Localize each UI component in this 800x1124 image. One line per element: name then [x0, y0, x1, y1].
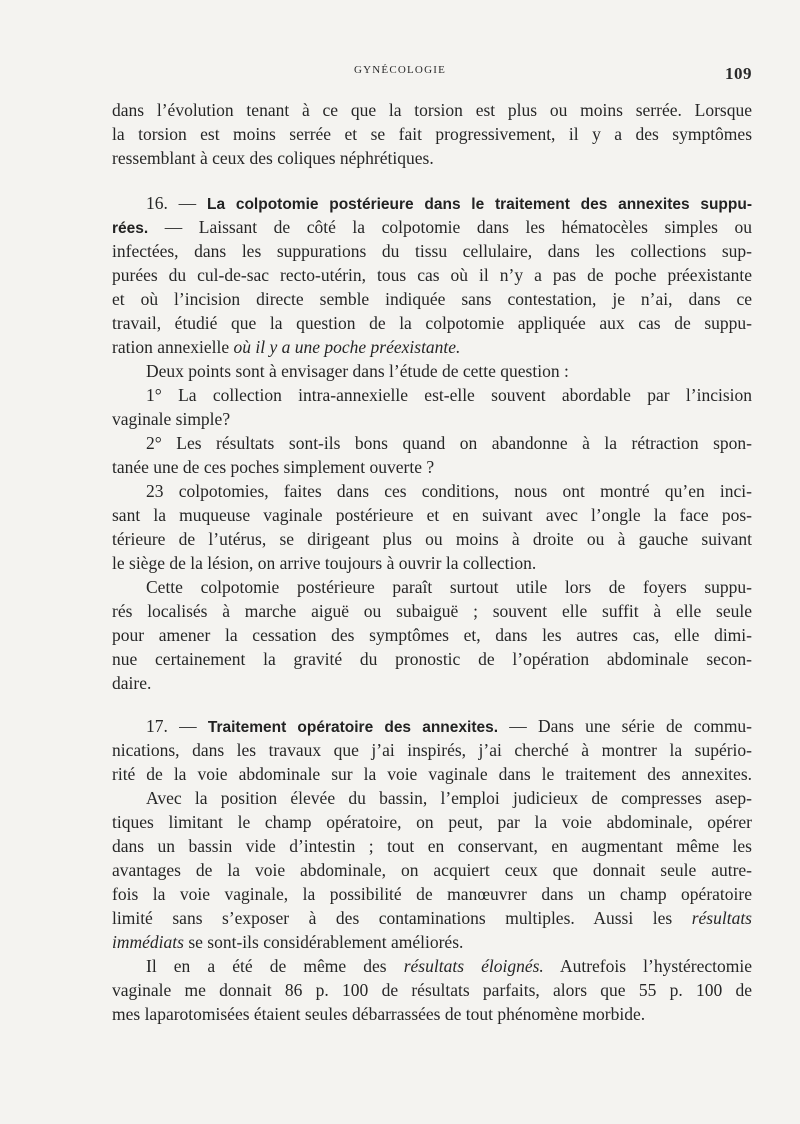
- text-line: et où l’incision directe semble indiquée sans contestation, je n’ai, dans ce: [112, 289, 752, 309]
- text-line: la torsion est moins serrée et se fait progressivement, il y a des symptômes: [112, 124, 752, 144]
- text-line: tanée une de ces poches simplement ouverte ?: [112, 457, 435, 477]
- section-title: Traitement opératoire des annexites.: [207, 719, 499, 736]
- text-line: daire.: [112, 673, 152, 693]
- text-line: [112, 335, 752, 359]
- text-line: nications, dans les travaux que j’ai inspirés, j’ai cherché à montrer la supério-: [112, 740, 752, 760]
- text-span: — Dans une série de commu-: [498, 716, 753, 736]
- section-17-heading: [146, 714, 752, 738]
- italic-text: résultats éloignés.: [403, 956, 544, 976]
- text-line: infectées, dans les suppurations du tissu cellulaire, dans les collections sup-: [112, 241, 752, 261]
- text-line: [112, 930, 752, 954]
- text-line: nue certainement la gravité du pronostic de l’opération abdominale secon-: [112, 649, 752, 669]
- text-line: 1° La collection intra-annexielle est-elle souvent abordable par l’incision: [146, 385, 752, 405]
- text-span: — Laissant de côté la colpotomie dans les hématocèles simples ou: [148, 217, 752, 237]
- text-line: tiques limitant le champ opératoire, on peut, par la voie abdominale, opérer: [112, 812, 752, 832]
- text-span: se sont-ils considérablement améliorés.: [183, 932, 464, 952]
- section-number: 17. —: [146, 716, 208, 736]
- text-line: purées du cul-de-sac recto-utérin, tous cas où il n’y a pas de poche préexistante: [112, 265, 752, 285]
- section-title: rées.: [112, 220, 149, 237]
- section-title: La colpotomie postérieure dans le traitement des annexites suppu-: [207, 196, 752, 213]
- text-span: limité sans s’exposer à des contaminations multiples. Aussi les: [112, 908, 692, 928]
- text-span: ration annexielle: [112, 337, 234, 357]
- text-line: vaginale simple?: [112, 409, 231, 429]
- text-line: [112, 906, 752, 930]
- section-number: 16. —: [146, 193, 207, 213]
- text-line: 2° Les résultats sont-ils bons quand on abandonne à la rétraction spon-: [146, 433, 752, 453]
- text-line: [146, 954, 752, 978]
- text-line: fois la voie vaginale, la possibilité de manœuvrer dans un champ opératoire: [112, 884, 752, 904]
- text-span: Autrefois l’hystérectomie: [543, 956, 752, 976]
- text-line: [112, 215, 752, 239]
- italic-text: résultats: [691, 908, 752, 928]
- text-line: rés localisés à marche aiguë ou subaiguë ; souvent elle suffit à elle seule: [112, 601, 752, 621]
- text-line: Avec la position élevée du bassin, l’emploi judicieux de compresses asep-: [146, 788, 752, 808]
- text-line: rité de la voie abdominale sur la voie vaginale dans le traitement des annexites.: [112, 764, 752, 784]
- text-line: sant la muqueuse vaginale postérieure et en suivant avec l’ongle la face pos-: [112, 505, 752, 525]
- text-line: mes laparotomisées étaient seules débarrassées de tout phénomène morbide.: [112, 1004, 646, 1024]
- text-line: térieure de l’utérus, se dirigeant plus ou moins à droite ou à gauche suivant: [112, 529, 752, 549]
- text-line: le siège de la lésion, on arrive toujours à ouvrir la collection.: [112, 553, 537, 573]
- text-span: Il en a été de même des: [146, 956, 404, 976]
- text-line: dans l’évolution tenant à ce que la torsion est plus ou moins serrée. Lorsque: [112, 100, 752, 120]
- text-line: Deux points sont à envisager dans l’étude de cette question :: [146, 361, 569, 381]
- page-number: 109: [725, 64, 752, 83]
- text-line: 23 colpotomies, faites dans ces conditions, nous ont montré qu’en inci-: [146, 481, 752, 501]
- text-line: pour amener la cessation des symptômes et, dans les autres cas, elle dimi-: [112, 625, 752, 645]
- text-line: vaginale me donnait 86 p. 100 de résultats parfaits, alors que 55 p. 100 de: [112, 980, 752, 1000]
- text-line: travail, étudié que la question de la colpotomie appliquée aux cas de suppu-: [112, 313, 752, 333]
- italic-text: immédiats: [112, 932, 184, 952]
- text-line: Cette colpotomie postérieure paraît surtout utile lors de foyers suppu-: [146, 577, 752, 597]
- section-16-heading: [146, 191, 752, 215]
- text-line: ressemblant à ceux des coliques néphrétiques.: [112, 148, 434, 168]
- text-line: avantages de la voie abdominale, on acquiert ceux que donnait seule autre-: [112, 860, 752, 880]
- running-title: GYNÉCOLOGIE: [353, 64, 447, 76]
- italic-text: où il y a une poche préexistante.: [233, 337, 461, 357]
- text-line: dans un bassin vide d’intestin ; tout en conservant, en augmentant même les: [112, 836, 752, 856]
